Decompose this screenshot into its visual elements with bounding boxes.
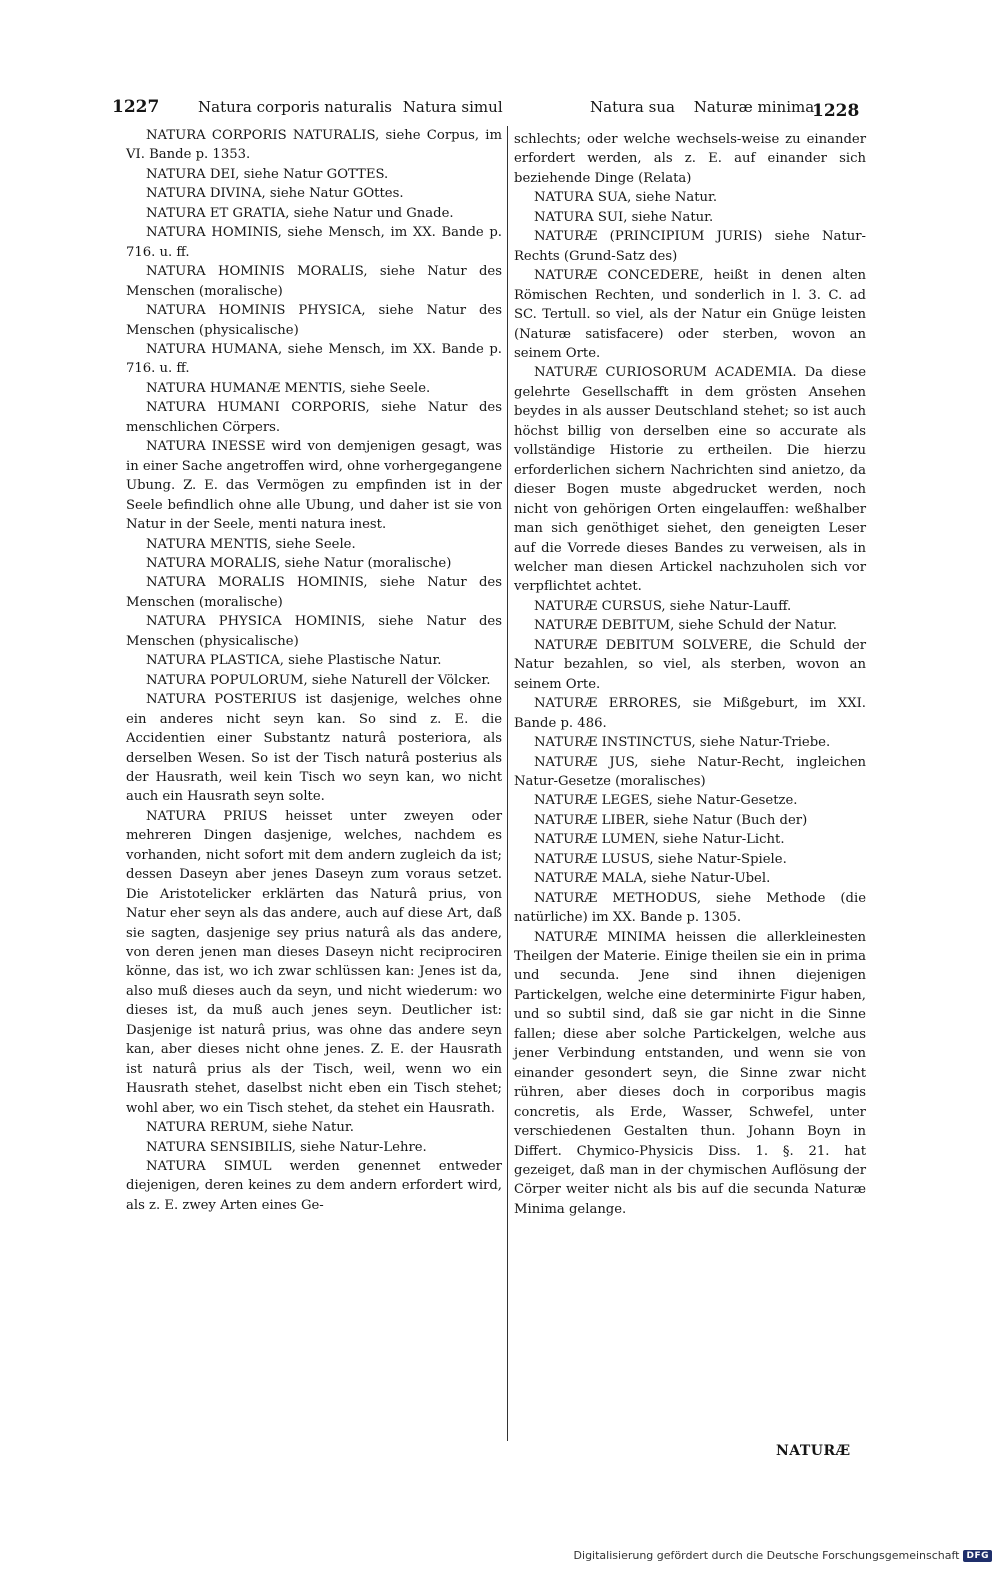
running-header [112, 96, 872, 126]
dictionary-entry: NATURA SUI, siehe Natur. [534, 209, 714, 225]
dictionary-entry: NATURA HUMANI CORPORIS, siehe Natur des menschlichen Cörpers. [126, 400, 502, 435]
digitization-footer [574, 1549, 992, 1562]
header-word: Natura simul [402, 98, 503, 116]
dfg-logo-icon: DFG [963, 1550, 992, 1562]
dictionary-entry: NATURA MENTIS, siehe Seele. [146, 536, 356, 552]
left-column [126, 126, 502, 1215]
dictionary-entry: NATURÆ DEBITUM SOLVERE, die Schuld der Natur bezahlen, so viel, als sterben, wovon an seinem Orte. [514, 637, 866, 692]
dictionary-entry: NATURÆ CURIOSORUM ACADEMIA. Da diese gelehrte Gesellschafft in dem grösten Ansehen beydes in als ausser Deutschland stehet; so ist auch höchst billig von derselben eine so accurate als vollständige Historie zu ertheilen. Die hierzu erforderlichen sichern Nachrichten sind anietzo, da dieser Bogen muste abgedrucket werden, noch nicht von gehörigen Orten eingelauffen: weßhalber man sich genöthiget siehet, den geneigten Leser auf die Vorrede dieses Bandes zu verweisen, als in welcher man diesen Artickel nachzuholen sich vor verpflichtet achtet. [514, 365, 866, 595]
dictionary-entry: NATURÆ DEBITUM, siehe Schuld der Natur. [534, 618, 837, 634]
dictionary-entry: NATURÆ CURSUS, siehe Natur-Lauff. [534, 598, 792, 614]
header-word: Natura corporis naturalis [198, 98, 393, 116]
header-word: Naturæ minima [693, 98, 815, 116]
dictionary-entry: NATURÆ LUMEN, siehe Natur-Licht. [534, 832, 785, 848]
dictionary-entry: NATURÆ LIBER, siehe Natur (Buch der) [534, 812, 808, 828]
dictionary-entry: NATURA CORPORIS NATURALIS, siehe Corpus, im VI. Bande p. 1353. [126, 128, 502, 163]
dictionary-entry: NATURÆ LUSUS, siehe Natur-Spiele. [534, 851, 787, 867]
footer-text: Digitalisierung gefördert durch die Deutsche Forschungsgemeinschaft [573, 1549, 960, 1562]
dictionary-entry: NATURA MORALIS, siehe Natur (moralische) [146, 555, 452, 571]
dictionary-entry: NATURÆ LEGES, siehe Natur-Gesetze. [534, 793, 798, 809]
dictionary-entry: NATURA RERUM, siehe Natur. [146, 1120, 354, 1136]
dictionary-entry: NATURA HOMINIS PHYSICA, siehe Natur des Menschen (physicalische) [126, 303, 502, 338]
dictionary-entry: NATURÆ (PRINCIPIUM JURIS) siehe Natur-Rechts (Grund-Satz des) [514, 229, 866, 264]
dictionary-entry: NATURA HOMINIS MORALIS, siehe Natur des Menschen (moralische) [126, 264, 502, 299]
dictionary-entry: NATURA HOMINIS, siehe Mensch, im XX. Bande p. 716. u. ff. [126, 225, 502, 260]
dictionary-entry: NATURA HUMANÆ MENTIS, siehe Seele. [146, 380, 431, 396]
catchword: NATURÆ [776, 1443, 851, 1459]
dictionary-entry: NATURÆ CONCEDERE, heißt in denen alten Römischen Rechten, und sonderlich in l. 3. C. ad SC. Tertull. so viel, als der Natur ein Gnüge leisten (Naturæ satisfacere) oder sterben, wovon an seinem Orte. [514, 268, 866, 361]
dictionary-entry: NATURA SENSIBILIS, siehe Natur-Lehre. [146, 1139, 427, 1155]
dictionary-entry: NATURA SIMUL werden genennet entweder diejenigen, deren keines zu dem andern erfordert wird, als z. E. zwey Arten eines Ge- [126, 1159, 502, 1213]
right-column [514, 130, 866, 1219]
dictionary-entry: NATURÆ JUS, siehe Natur-Recht, ingleichen Natur-Gesetze (moralisches) [514, 754, 866, 789]
dictionary-entry: schlechts; oder welche wechsels-weise zu einander erfordert werden, als z. E. auf einander sich beziehende Dinge (Relata) [514, 132, 866, 186]
dictionary-entry: NATURÆ ERRORES, sie Mißgeburt, im XXI. Bande p. 486. [514, 696, 866, 731]
dictionary-entry: NATURA DEI, siehe Natur GOTTES. [146, 166, 389, 182]
left-page-number: 1227 [112, 97, 160, 117]
dictionary-entry: NATURA ET GRATIA, siehe Natur und Gnade. [146, 205, 454, 221]
header-word: Natura sua [590, 98, 675, 116]
dictionary-entry: NATURA PHYSICA HOMINIS, siehe Natur des Menschen (physicalische) [126, 614, 502, 649]
column-divider [507, 126, 508, 1441]
dictionary-entry: NATURÆ INSTINCTUS, siehe Natur-Triebe. [534, 735, 831, 751]
dictionary-entry: NATURA POSTERIUS ist dasjenige, welches ohne ein anderes nicht seyn kan. So sind z. E. die Accidentien einer Substantz naturâ posteriora, als derselben Wesen. So ist der Tisch naturâ posterius als der Hausrath, weil kein Tisch wo seyn kan, wo nicht auch ein Hausrath seyn solte. [126, 692, 502, 805]
right-header-words [590, 96, 828, 118]
dictionary-entry: NATURA MORALIS HOMINIS, siehe Natur des Menschen (moralische) [126, 575, 502, 610]
right-page-number: 1228 [812, 101, 860, 121]
left-header-words [198, 96, 509, 118]
dictionary-entry: NATURÆ MINIMA heissen die allerkleinesten Theilgen der Materie. Einige theilen sie ein in prima und secunda. Jene sind ihnen diejenigen Partickelgen, welche eine determinirte Figur haben, und so subtil sind, daß sie gar nicht in die Sinne fallen; diese aber solche Partickelgen, welche aus jener Verbindung entstanden, und wenn sie von einander gesondert seyn, die Sinne zwar nicht rühren, aber dieses doch in corporibus magis concretis, als Erde, Wasser, Schwefel, unter verschiedenen Gestalten thun. Johann Boyn in Differt. Chymico-Physicis Diss. 1. §. 21. hat gezeiget, daß man in der chymischen Auflösung der Cörper weiter nicht als bis auf die secunda Naturæ Minima gelange. [514, 929, 866, 1217]
dictionary-entry: NATURA DIVINA, siehe Natur GOttes. [146, 186, 404, 202]
dictionary-entry: NATURA INESSE wird von demjenigen gesagt, was in einer Sache angetroffen wird, ohne vorhergegangene Ubung. Z. E. das Vermögen zu empfinden ist in der Seele befindlich ohne alle Ubung, und daher ist sie von Natur in der Seele, menti natura inest. [126, 439, 502, 533]
dictionary-entry: NATURA SUA, siehe Natur. [534, 190, 718, 206]
dictionary-entry: NATURÆ MALA, siehe Natur-Ubel. [534, 871, 771, 887]
dictionary-entry: NATURA HUMANA, siehe Mensch, im XX. Bande p. 716. u. ff. [126, 341, 502, 377]
dictionary-entry: NATURA PRIUS heisset unter zweyen oder mehreren Dingen dasjenige, welches, nachdem es vorhanden, nicht sofort mit dem andern zugleich da ist; dessen Daseyn aber jenes Daseyn zum voraus setzet. Die Aristotelicker erklärten das Naturâ prius, von Natur eher seyn als das andere, auch auf diese Art, daß sie sagten, dasjenige sey prius naturâ als das andere, von deren jenen man dieses Daseyn nicht reciprociren könne, das ist, wo ich zwar schlüssen kan: Jenes ist da, also muß dieses auch da seyn, und nicht wiederum: wo dieses ist, da muß auch jenes seyn. Deutlicher ist: Dasjenige ist naturâ prius, was ohne das andere seyn kan, aber dieses nicht ohne jenes. Z. E. der Hausrath ist naturâ prius als der Tisch, weil, wenn wo ein Hausrath stehet, daselbst nicht eben ein Tisch stehet; wohl aber, wo ein Tisch stehet, da stehet ein Hausrath. [126, 808, 502, 1116]
dictionary-entry: NATURÆ METHODUS, siehe Methode (die natürliche) im XX. Bande p. 1305. [514, 890, 866, 926]
dictionary-entry: NATURA POPULORUM, siehe Naturell der Völcker. [146, 672, 491, 688]
dictionary-entry: NATURA PLASTICA, siehe Plastische Natur. [146, 653, 442, 669]
